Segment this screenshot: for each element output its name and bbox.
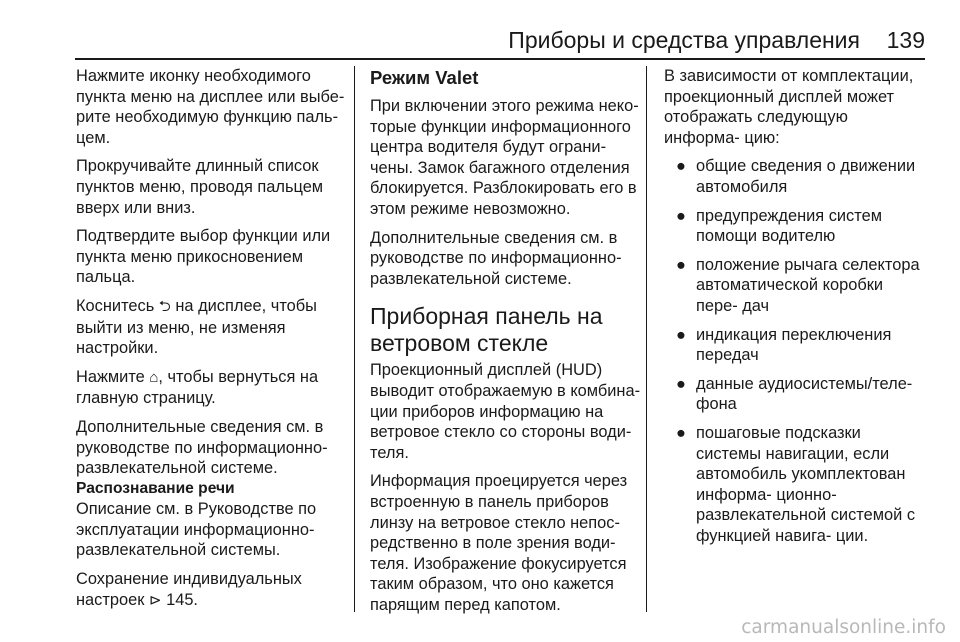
list-item <box>664 325 928 366</box>
hud-info-list <box>664 156 928 546</box>
column-middle <box>370 66 642 623</box>
paragraph: Информация проецируется через встроенную в панель приборов линзу на ветровое стекло непос‐ редственно в поле зрения води‐ теля. Изображение фокусируется таким образом, что оно кажется парящим перед капотом. <box>370 472 628 614</box>
column-right <box>664 66 928 554</box>
paragraph <box>76 296 350 359</box>
list-item <box>664 156 928 197</box>
column-divider-2 <box>646 66 647 612</box>
column-divider-1 <box>354 66 355 612</box>
text-span: , чтобы вернуться на главную страницу. <box>76 367 319 408</box>
back-arrow-icon: ⮌ <box>158 297 171 315</box>
watermark-link[interactable]: carmanualsonline.info <box>741 617 946 638</box>
bullet-icon: ● <box>676 255 686 274</box>
text-span: Сохранение индивидуальных настроек <box>76 570 302 609</box>
paragraph: Подтвердите выбор функции или пункта меню прикосновением пальца. <box>76 227 331 287</box>
section-heading-hud: Приборная панель на ветровом стекле <box>370 303 603 357</box>
list-item-text: положение рычага селектора автоматической коробки пере‐ дач <box>696 255 920 315</box>
list-item <box>664 206 928 247</box>
section-subheading: Распознавание речи <box>76 479 235 497</box>
paragraph: Прокручивайте длинный список пунктов меню, проводя пальцем вверх или вниз. <box>76 157 324 217</box>
text-span: на дисплее, чтобы выйти из меню, не изменяя настройки. <box>76 296 317 358</box>
bullet-icon: ● <box>676 325 686 344</box>
paragraph: Дополнительные сведения см. в руководстве по информационно‐ развлекательной системе. <box>370 228 622 288</box>
list-item <box>664 255 928 317</box>
bullet-icon: ● <box>676 374 686 393</box>
text-span: Нажмите <box>76 367 150 386</box>
paragraph: Проекционный дисплей (HUD) выводит отображаемую в комбина‐ ции приборов информацию на ветровое стекло со стороны води‐ теля. <box>370 361 641 462</box>
bullet-icon: ● <box>676 206 686 225</box>
bullet-icon: ● <box>676 423 686 442</box>
paragraph <box>76 367 350 409</box>
paragraph <box>76 569 350 611</box>
home-icon: ⌂ <box>149 368 159 386</box>
page-reference-icon: ⊳ <box>148 591 162 609</box>
column-left <box>76 66 350 619</box>
list-item <box>664 423 928 547</box>
list-item-text: пошаговые подсказки системы навигации, если автомобиль укомплектован информа‐ ционно-развлекательной системой с функцией навига‐ ции. <box>696 423 916 545</box>
list-item-text: общие сведения о движении автомобиля <box>696 157 916 196</box>
page-number: 139 <box>886 27 925 53</box>
list-item <box>664 374 928 415</box>
page-header <box>0 0 960 56</box>
header-divider <box>75 58 925 60</box>
page-title: Приборы и средства управления <box>508 27 860 53</box>
list-item-text: данные аудиосистемы/теле‐ фона <box>696 374 913 414</box>
paragraph: Дополнительные сведения см. в руководстве по информационно‐ развлекательной системе. <box>76 417 328 478</box>
bullet-icon: ● <box>676 157 686 176</box>
paragraph: Нажмите иконку необходимого пункта меню на дисплее или выбе‐ рите необходимую функцию паль‐ цем. <box>76 67 345 147</box>
list-item-text: предупреждения систем помощи водителю <box>696 206 882 246</box>
paragraph: Описание см. в Руководстве по эксплуатации информационно‐ развлекательной системы. <box>76 500 317 560</box>
paragraph: При включении этого режима неко‐ торые функции информационного центра водителя будут ограни‐ чены. Замок багажного отделения блокируется. Разблокировать его в этом режиме невозможно. <box>370 97 639 218</box>
text-span: Коснитесь <box>76 296 159 315</box>
list-item-text: индикация переключения передач <box>696 325 892 365</box>
page-reference: 145. <box>161 590 198 609</box>
section-heading-valet: Режим Valet <box>370 67 479 88</box>
paragraph: В зависимости от комплектации, проекционный дисплей может отображать следующую информа‐ цию: <box>664 67 914 147</box>
